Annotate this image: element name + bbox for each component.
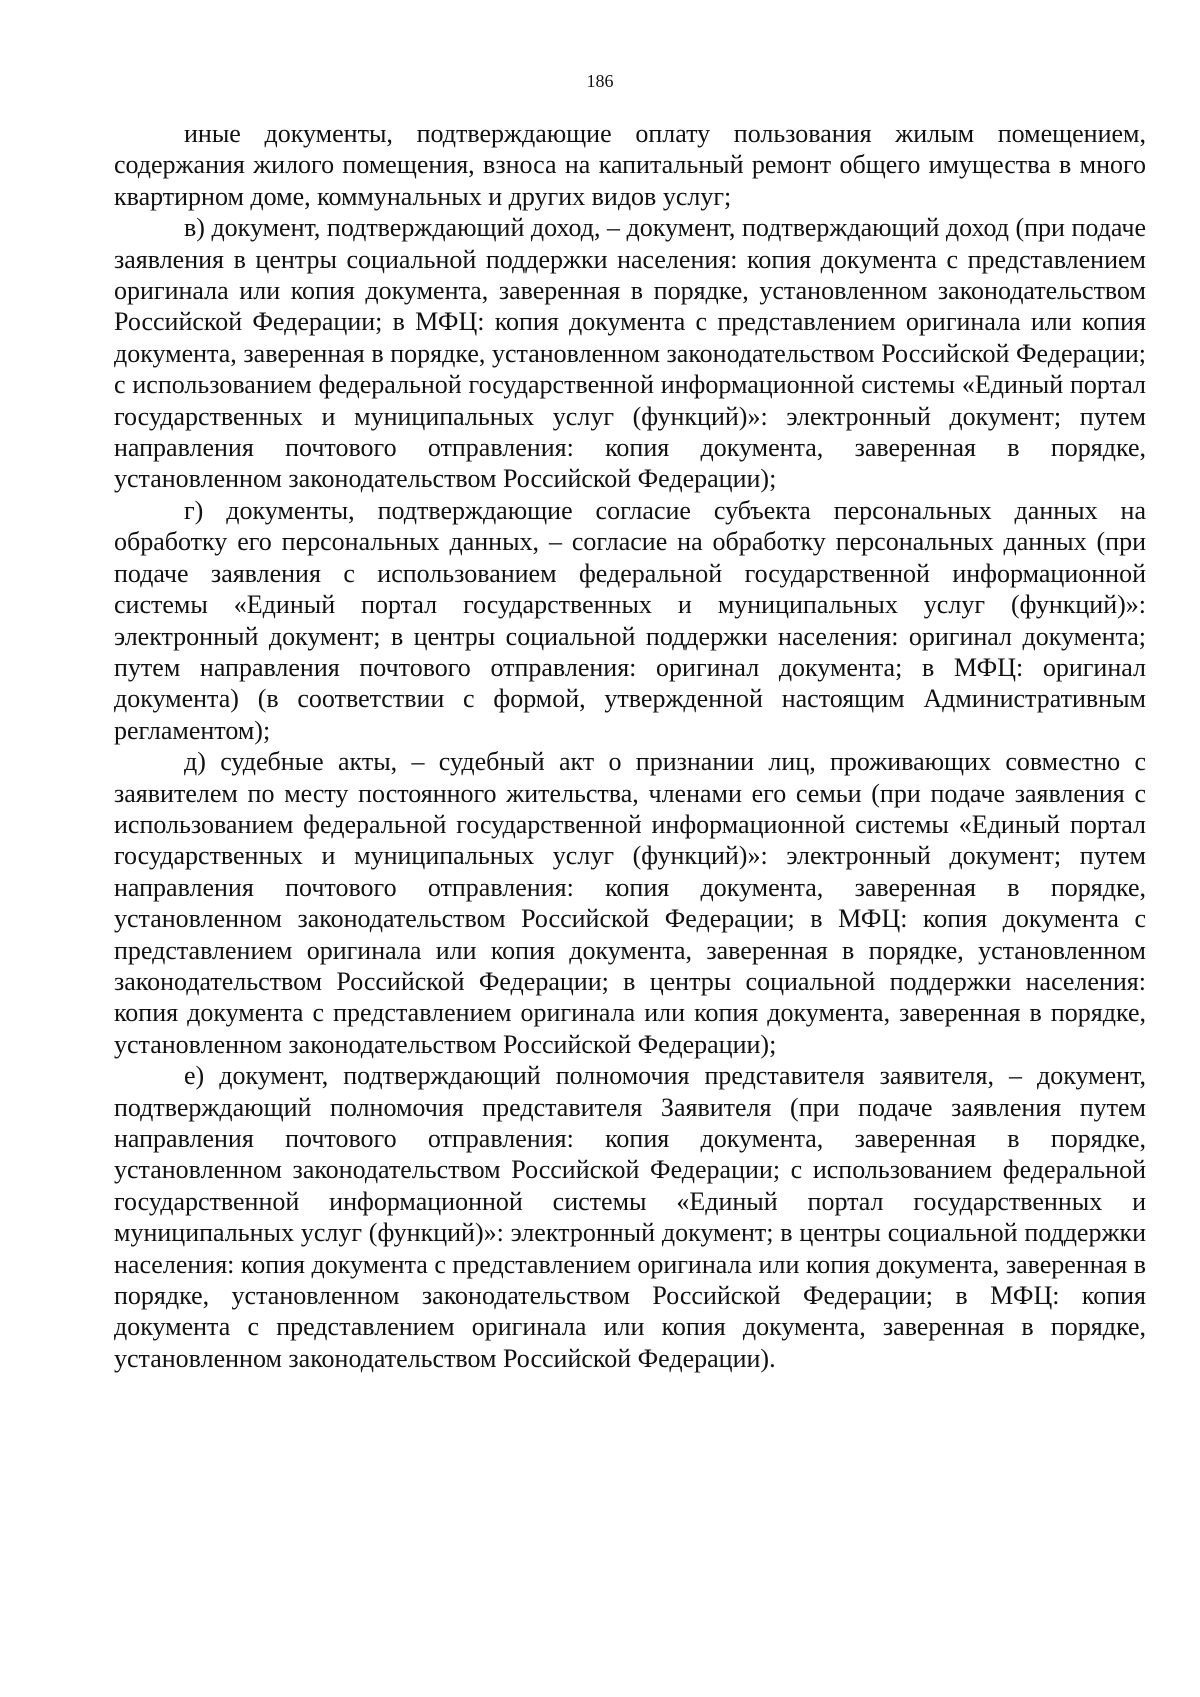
paragraph-g-consent-document: г) документы, подтверждающие согласие субъекта персональных данных на обработку его персональных данных, – согласие на обработку персональных данных (при подаче заявления с использованием федеральной государственной информационной системы «Единый портал государственных и муниципальных услуг (функций)»: электронный документ; в центры социальной поддержки населения: оригинал документа; путем направления почтового отправления: оригинал документа; в МФЦ: оригинал документа) (в соответствии с формой, утвержденной настоящим Административным регламентом); [114, 495, 1146, 745]
paragraph-v-income-document: в) документ, подтверждающий доход, – документ, подтверждающий доход (при подаче заявления в центры социальной поддержки населения: копия документа с представлением оригинала или копия документа, заверенная в порядке, установленном законодательством Российской Федерации; в МФЦ: копия документа с представлением оригинала или копия документа, заверенная в порядке, установленном законодательством Российской Федерации; с использованием федеральной государственной информационной системы «Единый портал государственных и муниципальных услуг (функций)»: электронный документ; путем направления почтового отправления: копия документа, заверенная в порядке, установленном законодательством Российской Федерации); [114, 213, 1146, 494]
paragraph-continuation: иные документы, подтверждающие оплату пользования жилым помещением, содержания жилого помещения, взноса на капитальный ремонт общего имущества в много квартирном доме, коммунальных и других видов услуг; [114, 119, 1146, 211]
paragraph-e-representative-authority: е) документ, подтверждающий полномочия представителя заявителя, – документ, подтверждающий полномочия представителя Заявителя (при подаче заявления путем направления почтового отправления: копия документа, заверенная в порядке, установленном законодательством Российской Федерации; с использованием федеральной государственной информационной системы «Единый портал государственных и муниципальных услуг (функций)»: электронный документ; в центры социальной поддержки населения: копия документа с представлением оригинала или копия документа, заверенная в порядке, установленном законодательством Российской Федерации; в МФЦ: копия документа с представлением оригинала или копия документа, заверенная в порядке, установленном законодательством Российской Федерации). [114, 1061, 1146, 1373]
page-number: 186 [586, 71, 614, 91]
paragraph-d-court-acts: д) судебные акты, – судебный акт о признании лиц, проживающих совместно с заявителем по месту постоянного жительства, членами его семьи (при подаче заявления с использованием федеральной государственной информационной системы «Единый портал государственных и муниципальных услуг (функций)»: электронный документ; путем направления почтового отправления: копия документа, заверенная в порядке, установленном законодательством Российской Федерации; в МФЦ: копия документа с представлением оригинала или копия документа, заверенная в порядке, установленном законодательством Российской Федерации; в центры социальной поддержки населения: копия документа с представлением оригинала или копия документа, заверенная в порядке, установленном законодательством Российской Федерации); [114, 747, 1146, 1059]
document-body [114, 118, 1146, 1374]
